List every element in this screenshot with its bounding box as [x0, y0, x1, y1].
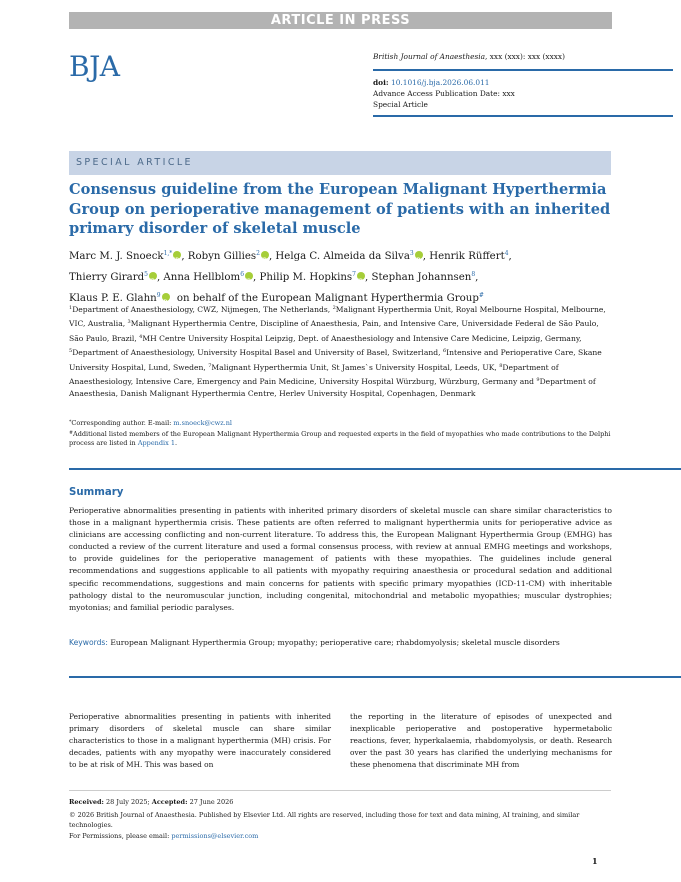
orcid-icon[interactable] — [415, 251, 423, 259]
keywords-text: European Malignant Hyperthermia Group; myopathy; perioperative care; rhabdomyolysis; skeletal muscle disorders — [107, 638, 560, 647]
corr-label: Corresponding author. E-mail: — [71, 419, 174, 427]
received-date: 28 July 2025; — [103, 798, 152, 806]
keywords-label: Keywords: — [69, 638, 108, 647]
affiliation-text: Department of Anaesthesiology, CWZ, Nijmegen, The Netherlands, — [72, 305, 333, 314]
orcid-icon[interactable] — [357, 272, 365, 280]
author — [69, 251, 188, 262]
doi-line — [373, 77, 673, 88]
author — [163, 272, 259, 283]
journal-name: British Journal of Anaesthesia — [373, 52, 486, 61]
summary-top-rule — [69, 468, 681, 470]
members-text: Additional listed members of the European Malignant Hyperthermia Group and requested experts in the field of myopathies who made contributions to the Delphi process are listed in — [69, 429, 611, 447]
received-label: Received: — [69, 798, 104, 806]
footer — [69, 797, 612, 841]
author-affiliation-mark: 1,* — [163, 250, 173, 257]
article-in-press-banner: ARTICLE IN PRESS — [69, 12, 612, 29]
author-list — [69, 245, 614, 308]
author — [275, 251, 429, 262]
affiliation-number: 8 — [499, 362, 503, 369]
members-note — [69, 429, 614, 449]
orcid-icon[interactable] — [245, 272, 253, 280]
affiliation-text: MH Centre University Hospital Leipzig, Dept. of Anaesthesiology and Intensive Care Medicine, Leipzig, Germany, — [142, 333, 582, 343]
appendix-link[interactable]: Appendix 1 — [137, 439, 175, 447]
permissions — [69, 831, 612, 841]
author-affiliation-mark: 3 — [409, 250, 414, 257]
author-name: Stephan Johannsen — [371, 272, 472, 283]
author-separator: , — [364, 272, 372, 283]
author-affiliation-mark: 4 — [504, 250, 509, 257]
corresponding-author — [69, 418, 614, 429]
orcid-icon[interactable] — [261, 251, 269, 259]
summary-heading: Summary — [69, 487, 124, 498]
members-mark: # — [69, 430, 74, 436]
correspondence-note — [69, 418, 614, 449]
journal-volume: , xxx (xxx): xxx (xxxx) — [485, 52, 565, 61]
author-affiliation-mark: 9 — [156, 292, 161, 299]
article-type: Special Article — [373, 100, 428, 109]
footer-rule — [69, 790, 611, 791]
advance-access: Advance Access Publication Date: xxx — [373, 89, 515, 98]
group-mark: # — [478, 292, 484, 299]
affiliation-number: 1 — [69, 305, 73, 311]
keywords — [69, 637, 612, 649]
author-separator: , — [181, 251, 188, 262]
copyright: © 2026 British Journal of Anaesthesia. Published by Elsevier Ltd. All rights are reserved, including those for text and data mining, AI training, and similar technologies. — [69, 811, 580, 830]
author-affiliation-mark: 8 — [471, 271, 476, 278]
affiliation-text: Department of Anaesthesia, Danish Malignant Hyperthermia Centre, Herlev University Hospital, Copenhagen, Denmark — [69, 377, 596, 399]
affiliation-text: Department of Anaesthesiology, Intensive Care, Emergency and Pain Medicine, University Hospital Würzburg, Würzburg, Germany and — [69, 362, 559, 387]
affiliation-text: Intensive and Perioperative Care, Skane University Hospital, Lund, Sweden, — [69, 348, 602, 372]
members-end: . — [174, 439, 178, 447]
dates — [69, 797, 612, 807]
author-affiliation-mark: 7 — [352, 271, 356, 278]
author-name: Robyn Gillies — [187, 251, 257, 262]
affiliation-number: 4 — [139, 333, 143, 340]
author-name: Anna Hellblom — [163, 272, 241, 283]
accepted-label: Accepted: — [151, 798, 188, 806]
orcid-icon[interactable] — [162, 293, 170, 301]
author-name: Henrik Rüffert — [429, 251, 505, 262]
doi-link[interactable]: 10.1016/j.bja.2026.06.011 — [391, 78, 490, 87]
author-separator: , — [156, 272, 164, 283]
corr-mark: * — [69, 420, 72, 425]
affiliation-text: Malignant Hyperthermia Centre, Discipline of Anaesthesia, Pain, and Intensive Care, Universidade Federal de São Paulo, São Paulo, Brazil, — [69, 319, 599, 343]
permissions-label: For Permissions, please email: — [69, 831, 172, 840]
page-number: 1 — [592, 856, 598, 866]
summary-bottom-rule — [69, 676, 681, 678]
author-affiliation-mark: 6 — [240, 271, 245, 278]
author-name: Thierry Girard — [69, 272, 145, 283]
body-column-left: Perioperative abnormalities presenting in patients with inherited primary disorders of skeletal muscle can share similar characteristics to those in a malignant hyperthermia (MH) crisis. For decades, patients with any myopathy were inaccurately considered to be at risk of MH. This was based on — [69, 712, 331, 769]
author-separator: , — [422, 251, 430, 262]
author — [260, 272, 372, 283]
affiliation-number: 9 — [536, 377, 540, 384]
author-name: Marc M. J. Snoeck — [69, 251, 164, 262]
body-column-right: the reporting in the literature of episodes of unexpected and inexplicable perioperative and postoperative hypermetabolic reactions, fever, hyperkalaemia, rhabdomyolysis, or death. Research over the past 30 years has clarified the underlying mechanisms for these phenomena that discriminate MH from — [350, 712, 612, 769]
author — [69, 272, 163, 283]
corr-email-link[interactable]: m.snoeck@cwz.nl — [173, 419, 232, 427]
affiliation-number: 7 — [208, 362, 212, 369]
summary-text: Perioperative abnormalities presenting in patients with inherited primary disorders of skeletal muscle can share similar characteristics to those in a malignant hyperthermia crisis. These patients are often referred to malignant hyperthermia units for perioperative advice as clinicians are accessing conflicting and non-current literature. To address this, the European Malignant Hyperthermia Group (EMHG) has conducted a review of the current literature and used a formal consensus process, with review at annual EMHG meetings and workshops, to provide guidelines for the perioperative management of patients with these myopathies. The guidelines include general recommendations and suggestions applicable to all patients with myopathy requiring anaesthesia or procedural sedation and additional specific recommendations, suggestions and main concerns for patients with specific primary myopathies (ICD-11-CM) with inheritable pathology distal to the neuromuscular junction, including congenital, mitochondrial and metabolic myopathies; muscular dystrophies; myotonias; and familial periodic paralyses. — [69, 506, 612, 612]
permissions-email-link[interactable]: permissions@elsevier.com — [171, 831, 259, 840]
affiliation-text: Malignant Hyperthermia Unit, Royal Melbourne Hospital, Melbourne, VIC, Australia, — [69, 305, 606, 329]
journal-info — [373, 51, 673, 117]
orcid-icon[interactable] — [149, 272, 157, 280]
author-affiliation-mark: 2 — [256, 250, 260, 257]
affiliation-number: 5 — [69, 348, 73, 355]
author-separator: , — [508, 251, 512, 262]
author — [371, 272, 478, 283]
author-affiliation-mark: 5 — [144, 271, 148, 278]
author-name: Klaus P. E. Glahn — [69, 293, 157, 304]
author-separator: , — [475, 272, 479, 283]
affiliation-number: 2 — [332, 305, 336, 311]
affiliation-text: Malignant Hyperthermia Unit, St James`s University Hospital, Leeds, UK, — [211, 362, 500, 372]
accepted-date: 27 June 2026 — [187, 798, 234, 806]
author — [188, 251, 276, 262]
author-name: Philip M. Hopkins — [259, 272, 353, 283]
journal-meta — [373, 77, 673, 117]
affiliation-number: 6 — [442, 348, 447, 355]
author — [429, 251, 512, 262]
doi-label: doi: — [373, 78, 389, 87]
journal-logo: BJA — [69, 50, 120, 83]
journal-citation — [373, 51, 673, 71]
affiliation-number: 3 — [127, 319, 131, 326]
author-name: Helga C. Almeida da Silva — [275, 251, 410, 262]
author-separator: , — [253, 272, 260, 283]
author-separator: , — [268, 251, 276, 262]
affiliation-text: Department of Anaesthesiology, University Hospital Basel and University of Basel, Switzerland, — [72, 348, 443, 358]
on-behalf-of: on behalf of the European Malignant Hyperthermia Group — [176, 293, 479, 304]
article-title: Consensus guideline from the European Malignant Hyperthermia Group on perioperative management of patients with an inherited primary disorder of skeletal muscle — [69, 181, 611, 237]
section-label: SPECIAL ARTICLE — [69, 151, 611, 175]
affiliations — [69, 302, 614, 401]
